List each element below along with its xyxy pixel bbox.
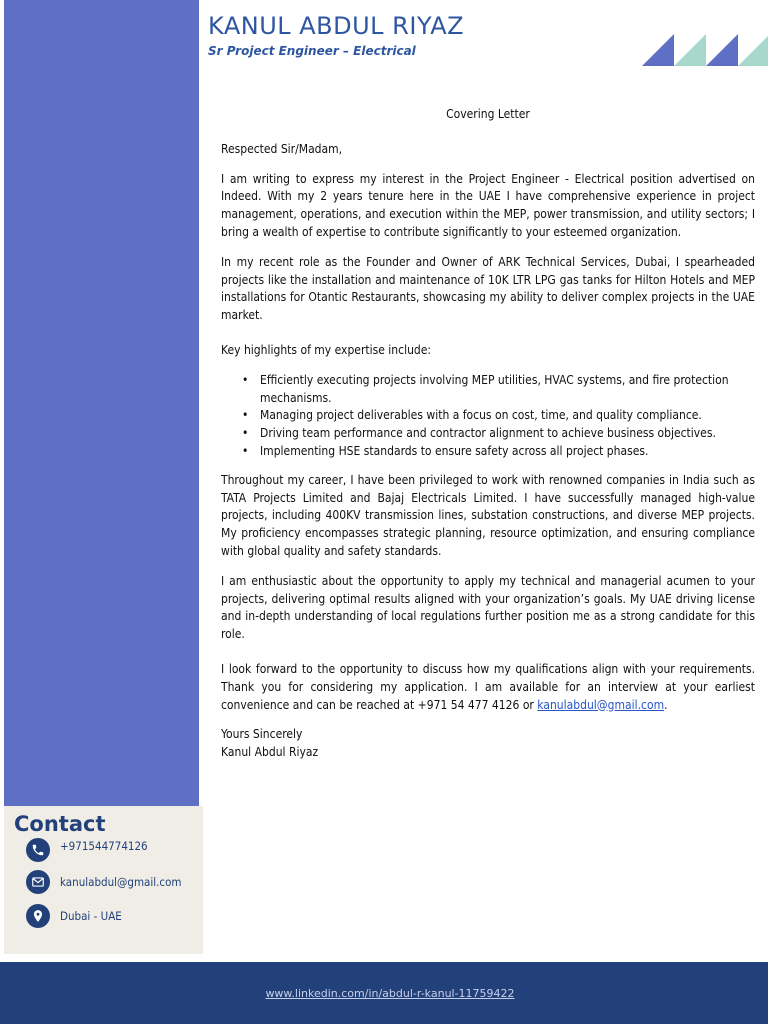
signature: Kanul Abdul Riyaz xyxy=(221,745,319,760)
signoff xyxy=(221,726,755,762)
contact-phone[interactable] xyxy=(26,838,148,862)
bullet-icon: • xyxy=(242,443,249,458)
letter-paragraph: In my recent role as the Founder and Owner of ARK Technical Services, Dubai, I spearheaded projects like the installation and maintenance of 10K LTR LPG gas tanks for Hilton Hotels and MEP installations for Otantic Restaurants, showcasing my ability to deliver complex projects in the UAE market. xyxy=(221,254,755,323)
contact-email[interactable] xyxy=(26,870,182,894)
bullet-icon: • xyxy=(242,426,249,441)
decorative-triangles xyxy=(642,34,768,66)
letter-paragraph: Throughout my career, I have been privileged to work with renowned companies in India such as TATA Projects Limited and Bajaj Electricals Limited. I have successfully managed high-value projects, including 400KV transmission lines, substation constructions, and diverse MEP projects. My proficiency encompasses strategic planning, resource optimization, and ensuring compliance with global quality and safety standards. xyxy=(221,472,755,558)
candidate-name: KANUL ABDUL RIYAZ xyxy=(208,12,465,40)
triangle-decoration xyxy=(642,34,674,66)
mail-icon xyxy=(26,870,50,894)
contact-location xyxy=(26,904,122,928)
triangle-decoration xyxy=(706,34,738,66)
highlights-list xyxy=(221,372,755,461)
footer xyxy=(0,962,768,1024)
salutation: Respected Sir/Madam, xyxy=(221,141,343,156)
contact-panel xyxy=(4,806,203,954)
list-item: • Efficiently executing projects involving MEP utilities, HVAC systems, and fire protection mechanisms. xyxy=(242,372,729,405)
letter-paragraph: I am enthusiastic about the opportunity to apply my technical and managerial acumen to your projects, delivering optimal results aligned with your organization’s goals. My UAE driving license and in-depth understanding of local regulations further position me as a strong candidate for this role. xyxy=(221,573,755,642)
letter-paragraph: I am writing to express my interest in the Project Engineer - Electrical position advertised on Indeed. With my 2 years tenure here in the UAE I have comprehensive experience in project management, operations, and execution within the MEP, power transmission, and utility sectors; I bring a wealth of expertise to contribute significantly to your esteemed organization. xyxy=(221,171,755,239)
triangle-decoration xyxy=(674,34,706,66)
letter-paragraph: I look forward to the opportunity to discuss how my qualifications align with your requirements. Thank you for considering my application. I am available for an interview at your earliest convenience and can be reached at +971 54 477 4126 or kanulabdul@gmail.com. xyxy=(221,661,755,712)
location-text: Dubai - UAE xyxy=(60,909,122,923)
triangle-decoration xyxy=(738,36,768,66)
email-link[interactable]: kanulabdul@gmail.com xyxy=(537,697,665,712)
contact-title: Contact xyxy=(14,812,106,836)
phone-text: +971544774126 xyxy=(60,839,148,853)
sidebar-color-bar xyxy=(4,0,199,806)
linkedin-link[interactable]: www.linkedin.com/in/abdul-r-kanul-11759422 xyxy=(265,987,515,1000)
bullet-icon: • xyxy=(242,372,249,387)
bullet-icon: • xyxy=(242,408,249,423)
candidate-role: Sr Project Engineer – Electrical xyxy=(208,44,416,58)
email-text: kanulabdul@gmail.com xyxy=(60,875,182,889)
list-item: • Driving team performance and contractor alignment to achieve business objectives. xyxy=(221,425,755,443)
letter-title: Covering Letter xyxy=(446,107,530,121)
phone-icon xyxy=(26,838,50,862)
list-item: • Implementing HSE standards to ensure safety across all project phases. xyxy=(221,443,755,461)
cover-letter-body xyxy=(221,106,755,762)
location-pin-icon xyxy=(26,904,50,928)
list-item: • Managing project deliverables with a focus on cost, time, and quality compliance. xyxy=(221,407,755,425)
highlights-intro: Key highlights of my expertise include: xyxy=(221,342,432,357)
closing: Yours Sincerely xyxy=(221,727,303,742)
